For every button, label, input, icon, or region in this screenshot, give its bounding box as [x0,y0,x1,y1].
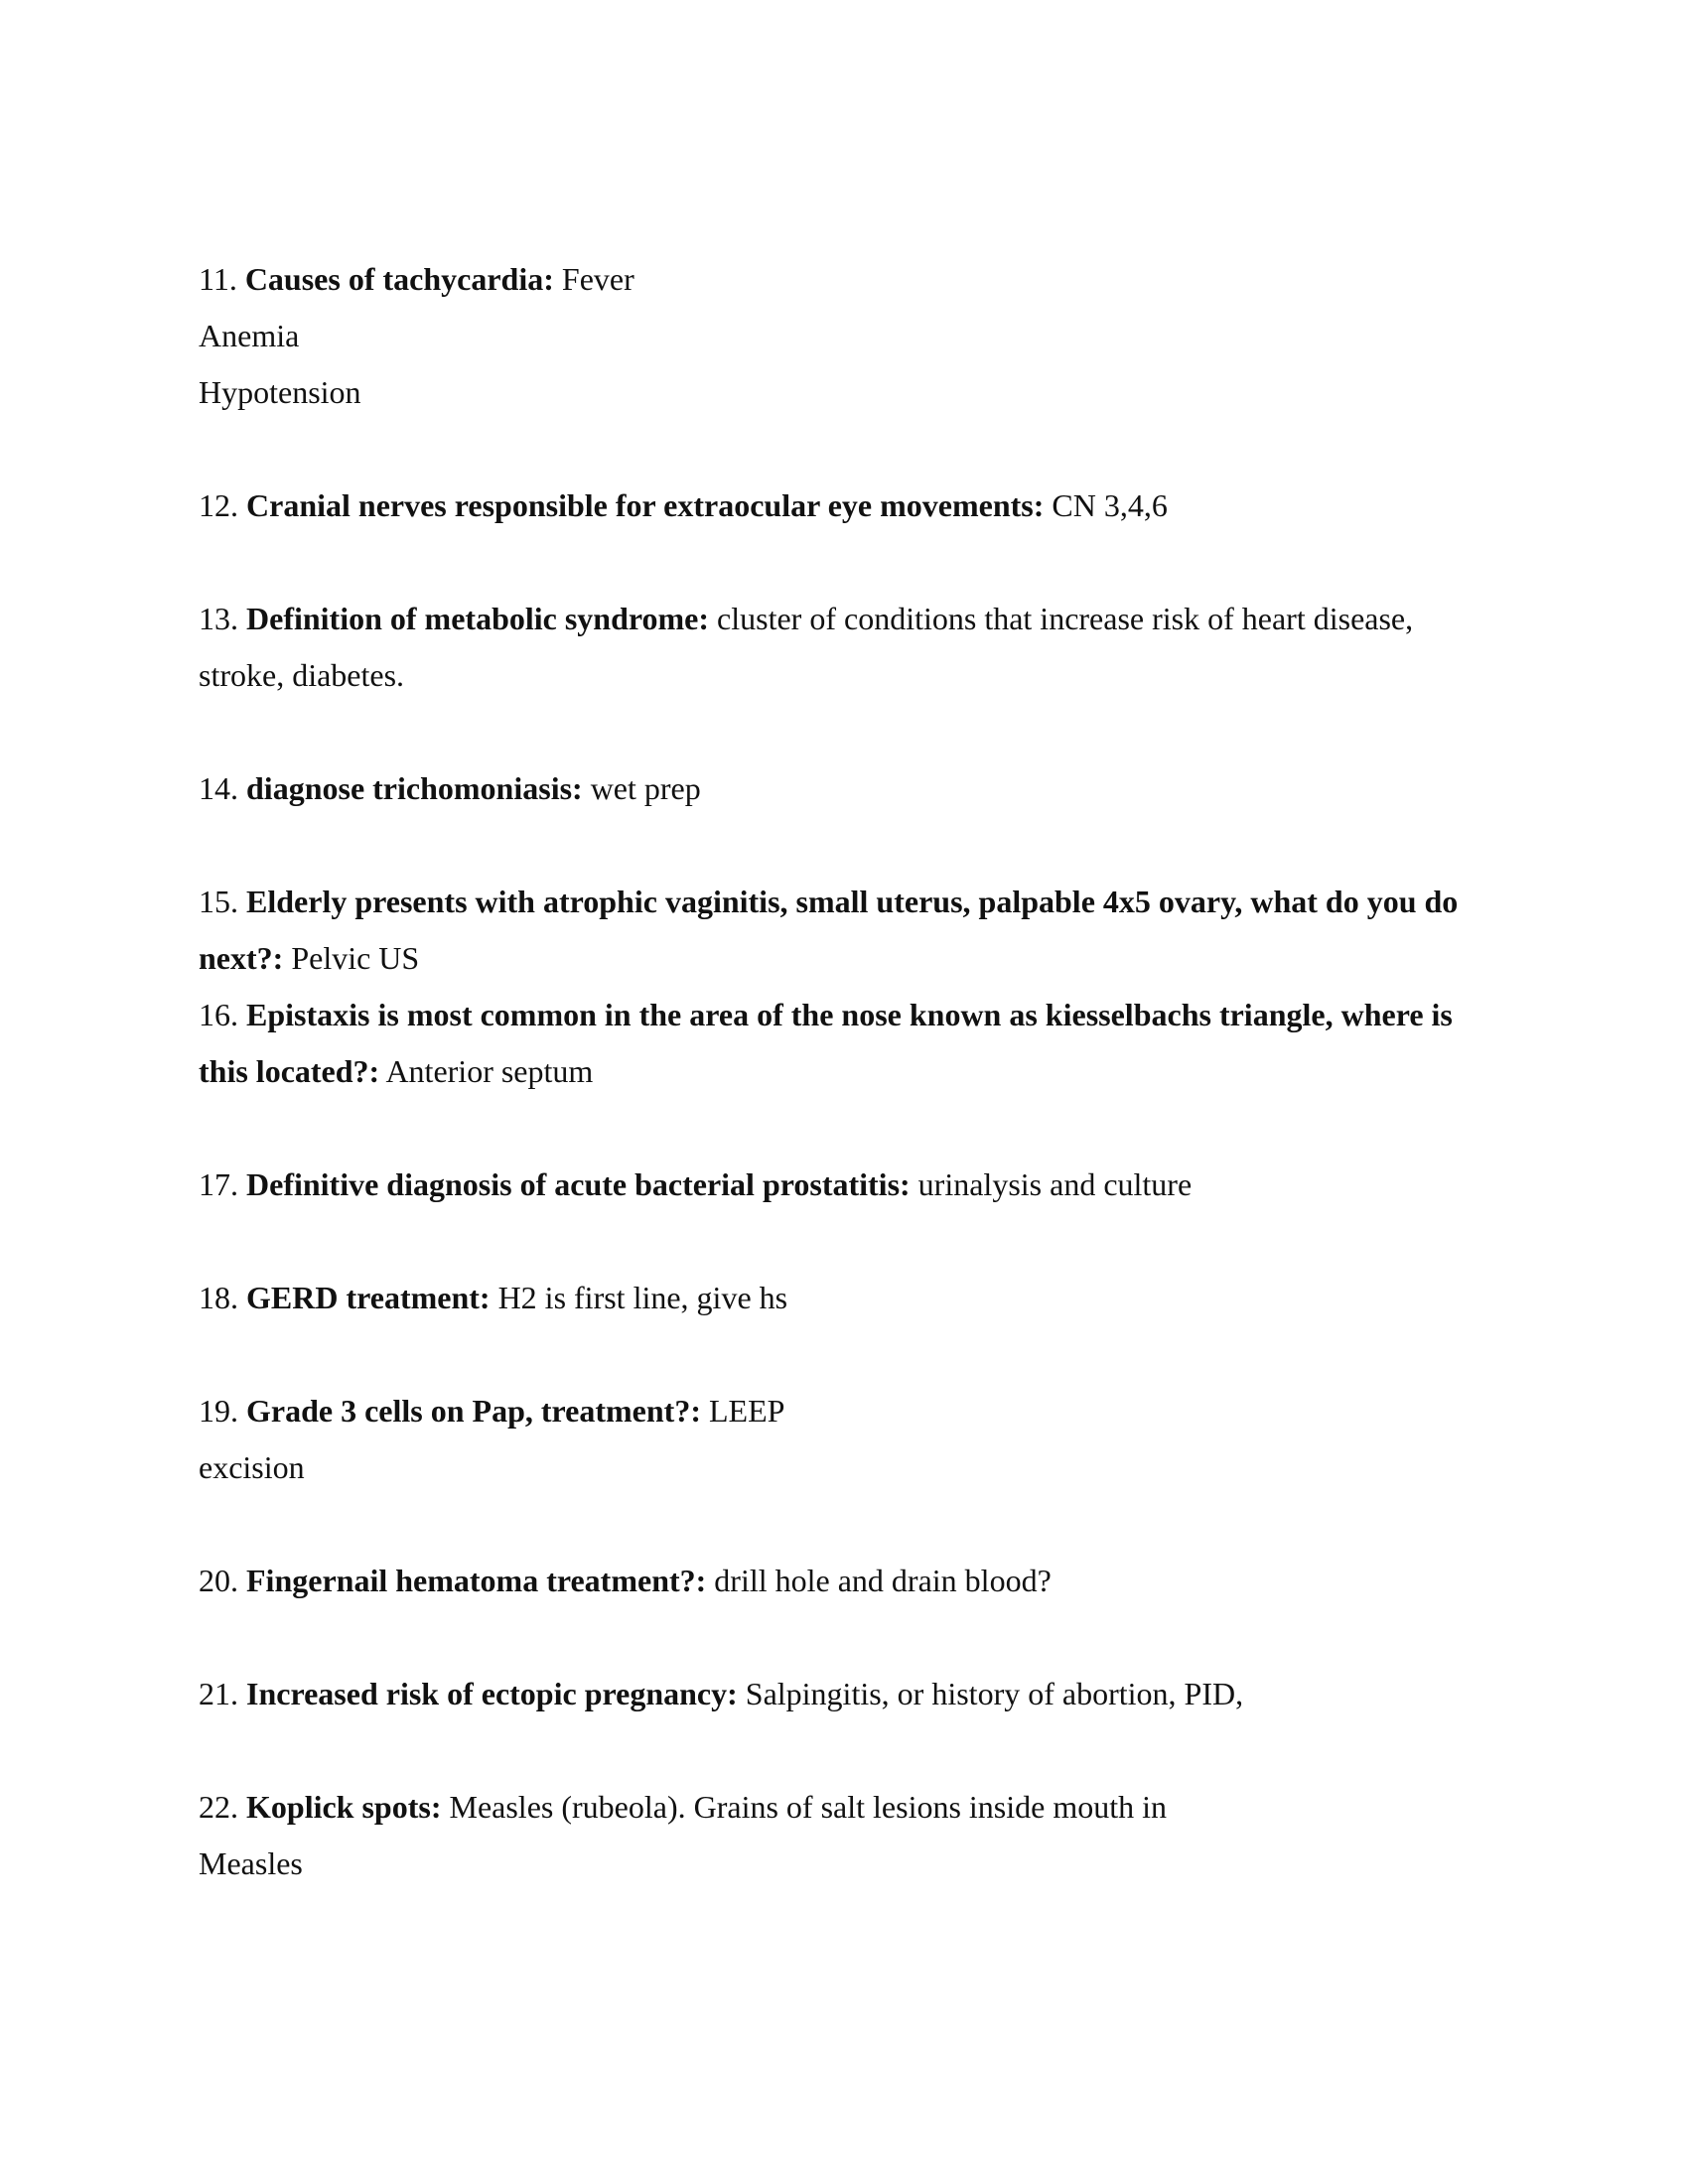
item-17 [199,1157,1509,1213]
item-number: 19. [199,1393,238,1429]
spacer [199,1100,1509,1157]
item-number: 21. [199,1676,238,1711]
question: Cranial nerves responsible for extraocular eye movements: [246,487,1045,523]
spacer [199,817,1509,874]
item-number: 12. [199,487,238,523]
spacer [199,1326,1509,1383]
item-15 [199,874,1509,930]
item-number: 15. [199,884,238,919]
question: GERD treatment: [246,1280,491,1315]
item-16 [199,987,1509,1043]
item-number: 20. [199,1563,238,1598]
item-number: 18. [199,1280,238,1315]
spacer [199,1722,1509,1779]
item-number: 22. [199,1789,238,1825]
item-11 [199,251,1509,308]
question: Grade 3 cells on Pap, treatment?: [246,1393,701,1429]
answer: wet prep [590,770,701,806]
answer: Anterior septum [385,1053,594,1089]
answer: cluster of conditions that increase risk of heart disease, [717,601,1414,636]
question-continuation: this located?: [199,1053,380,1089]
answer-continuation: Anemia [199,318,300,353]
answer: Fever [561,261,634,297]
item-15-cont [199,930,1509,987]
item-19 [199,1383,1509,1439]
question: Koplick spots: [246,1789,442,1825]
answer-continuation: Hypotension [199,374,361,410]
answer-continuation: excision [199,1449,305,1485]
item-18 [199,1270,1509,1326]
spacer [199,1609,1509,1666]
item-number: 13. [199,601,238,636]
question: diagnose trichomoniasis: [246,770,583,806]
question: Increased risk of ectopic pregnancy: [246,1676,738,1711]
question-continuation: next?: [199,940,284,976]
answer: drill hole and drain blood? [714,1563,1052,1598]
spacer [199,534,1509,591]
answer: Pelvic US [291,940,420,976]
question: Definitive diagnosis of acute bacterial prostatitis: [246,1166,911,1202]
item-number: 17. [199,1166,238,1202]
answer: urinalysis and culture [917,1166,1193,1202]
question: Definition of metabolic syndrome: [246,601,710,636]
question: Causes of tachycardia: [244,261,554,297]
spacer [199,421,1509,478]
item-22 [199,1779,1509,1836]
question: Elderly presents with atrophic vaginitis, small uterus, palpable 4x5 ovary, what do you do [246,884,1459,919]
answer-continuation: stroke, diabetes. [199,657,405,693]
spacer [199,704,1509,760]
item-21 [199,1666,1509,1722]
item-number: 11. [199,261,237,297]
question: Epistaxis is most common in the area of the nose known as kiesselbachs triangle, where is [246,997,1453,1032]
question: Fingernail hematoma treatment?: [246,1563,707,1598]
answer: CN 3,4,6 [1052,487,1168,523]
item-16-cont [199,1043,1509,1100]
answer: LEEP [708,1393,785,1429]
item-14 [199,760,1509,817]
answer: H2 is first line, give hs [497,1280,788,1315]
item-20 [199,1553,1509,1609]
spacer [199,1213,1509,1270]
answer: Salpingitis, or history of abortion, PID, [745,1676,1244,1711]
answer: Measles (rubeola). Grains of salt lesions inside mouth in [449,1789,1168,1825]
document-page [199,251,1509,1892]
item-12 [199,478,1509,534]
answer-continuation: Measles [199,1845,303,1881]
item-number: 14. [199,770,238,806]
item-number: 16. [199,997,238,1032]
item-13 [199,591,1509,647]
spacer [199,1496,1509,1553]
